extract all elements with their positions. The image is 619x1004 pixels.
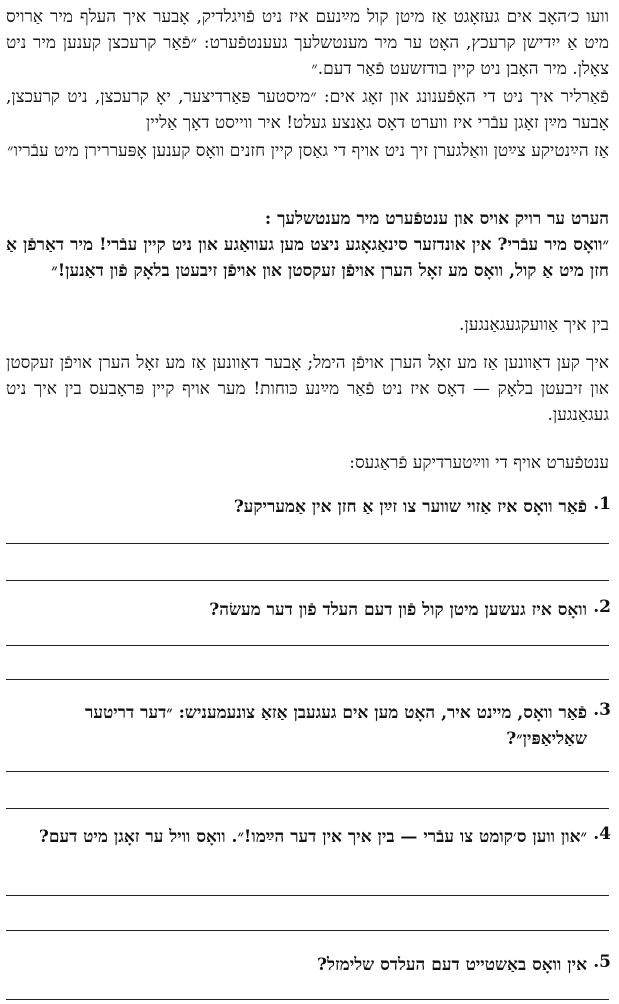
question-number-1: 1.: [593, 494, 611, 514]
intro-text-6: בין איך אַוועקגעגאַנגען.: [459, 315, 609, 335]
answer-line[interactable]: [6, 580, 609, 581]
intro-text-5: ״וואָס מיר עבֿרי? אין אונדזער סינאַגאָגע ניצט מען געוואַגע און ניט קיין עבֿרי! מיר דאַרפֿן אַ חזן מיט אַ קול, וואָס מע זאָל הערן אויפֿן זעקסטן און אויפֿן זיבעטן בלאָק פֿון דאַנען!״: [6, 235, 609, 281]
intro-text-7: איך קען דאַוונען אַז מע זאָל הערן אויפֿן הימל; אָבער דאַוונען אַז מע זאָל הערן אויפֿן זעקסטן און זיבעטן בלאָק — דאָס איז ניט פֿאַר מײַנע כּוחות! מער אויף קיין פּראָבעס בין איך ניט געגאַנגען.: [6, 353, 609, 425]
answer-line[interactable]: [6, 999, 609, 1000]
question-number-4: 4.: [593, 824, 611, 844]
question-text-4: ״און ווען ס׳קומט צו עבֿרי — בין איך אין דער הײַמו!״. וואָס וויל ער זאָגן מיט דעם?: [38, 827, 587, 847]
answer-line[interactable]: [6, 930, 609, 931]
intro-paragraph-3: [6, 138, 609, 164]
question-text-5: אין וואָס באַשטייט דעם העלדס שלימזל?: [317, 955, 587, 975]
intro-text-4: הערט ער רויק אויס און ענטפֿערט מיר מענטשלעך :: [264, 209, 609, 229]
intro-text-3: אַז הײַנטיקע צײַטן וואַלגערן זיך ניט אויף די גאַסן קיין חזנים וואָס קענען אָפּעררירן מיט עבֿריו״: [7, 141, 609, 161]
question-text-2: וואָס איז געשען מיטן קול פֿון דעם העלד פֿון דער מעשׂה?: [209, 600, 587, 620]
intro-paragraph-7: [6, 350, 609, 428]
answer-line[interactable]: [6, 543, 609, 544]
question-number-5: 5.: [593, 952, 611, 972]
question-text-1: פֿאַר וואָס איז אַזוי שווער צו זײַן אַ חזן אין אַמעריקע?: [233, 497, 587, 517]
answer-line[interactable]: [6, 679, 609, 680]
instructions: [6, 450, 609, 476]
intro-paragraph-4: [6, 206, 609, 232]
intro-text-2: פֿאַרליר איך ניט די האָפֿענונג און זאָג אים: ״מיסטער פּאַרדיצער, יאָ קרעכצן, ניט קרעכצן, אָבער מײַן זאָגן עבֿרי איז ווערט דאָס גאַנצע געלט! איר ווייסט דאָך אַליין: [6, 87, 609, 133]
intro-paragraph-5: [6, 232, 609, 284]
intro-paragraph-1: [6, 4, 609, 82]
instructions-text: ענטפֿערט אויף די ווײַטערדיקע פֿראַגעס:: [349, 453, 609, 473]
answer-line[interactable]: [6, 895, 609, 896]
answer-line[interactable]: [6, 645, 609, 646]
question-number-2: 2.: [593, 597, 611, 617]
question-number-3: 3.: [593, 700, 611, 720]
intro-paragraph-6: [6, 312, 609, 338]
answer-line[interactable]: [6, 808, 609, 809]
question-text-3: פֿאַר וואָס, מיינט איר, האָט מען אים געגעבן אַזאַ צונעמעניש: ״דער דריטער שאַליאַפּין״?: [84, 703, 587, 749]
intro-paragraph-2: [6, 84, 609, 136]
answer-line[interactable]: [6, 771, 609, 772]
intro-text-1: וועו כ׳האָב אים געזאָגט אַז מיטן קול מײַנעם איז ניט פֿויגלדיק, אָבער איך העלף מיר אַרויס מיט אַ ייִדישן קרעכץ, האָט ער מיר מענטשלעך געענטפֿערט: ״פֿאַר קרעכצן קענען מיר ניט צאָלן. מיר האָבן ניט קיין בודזשעט פֿאַר דעם.״: [6, 7, 609, 79]
